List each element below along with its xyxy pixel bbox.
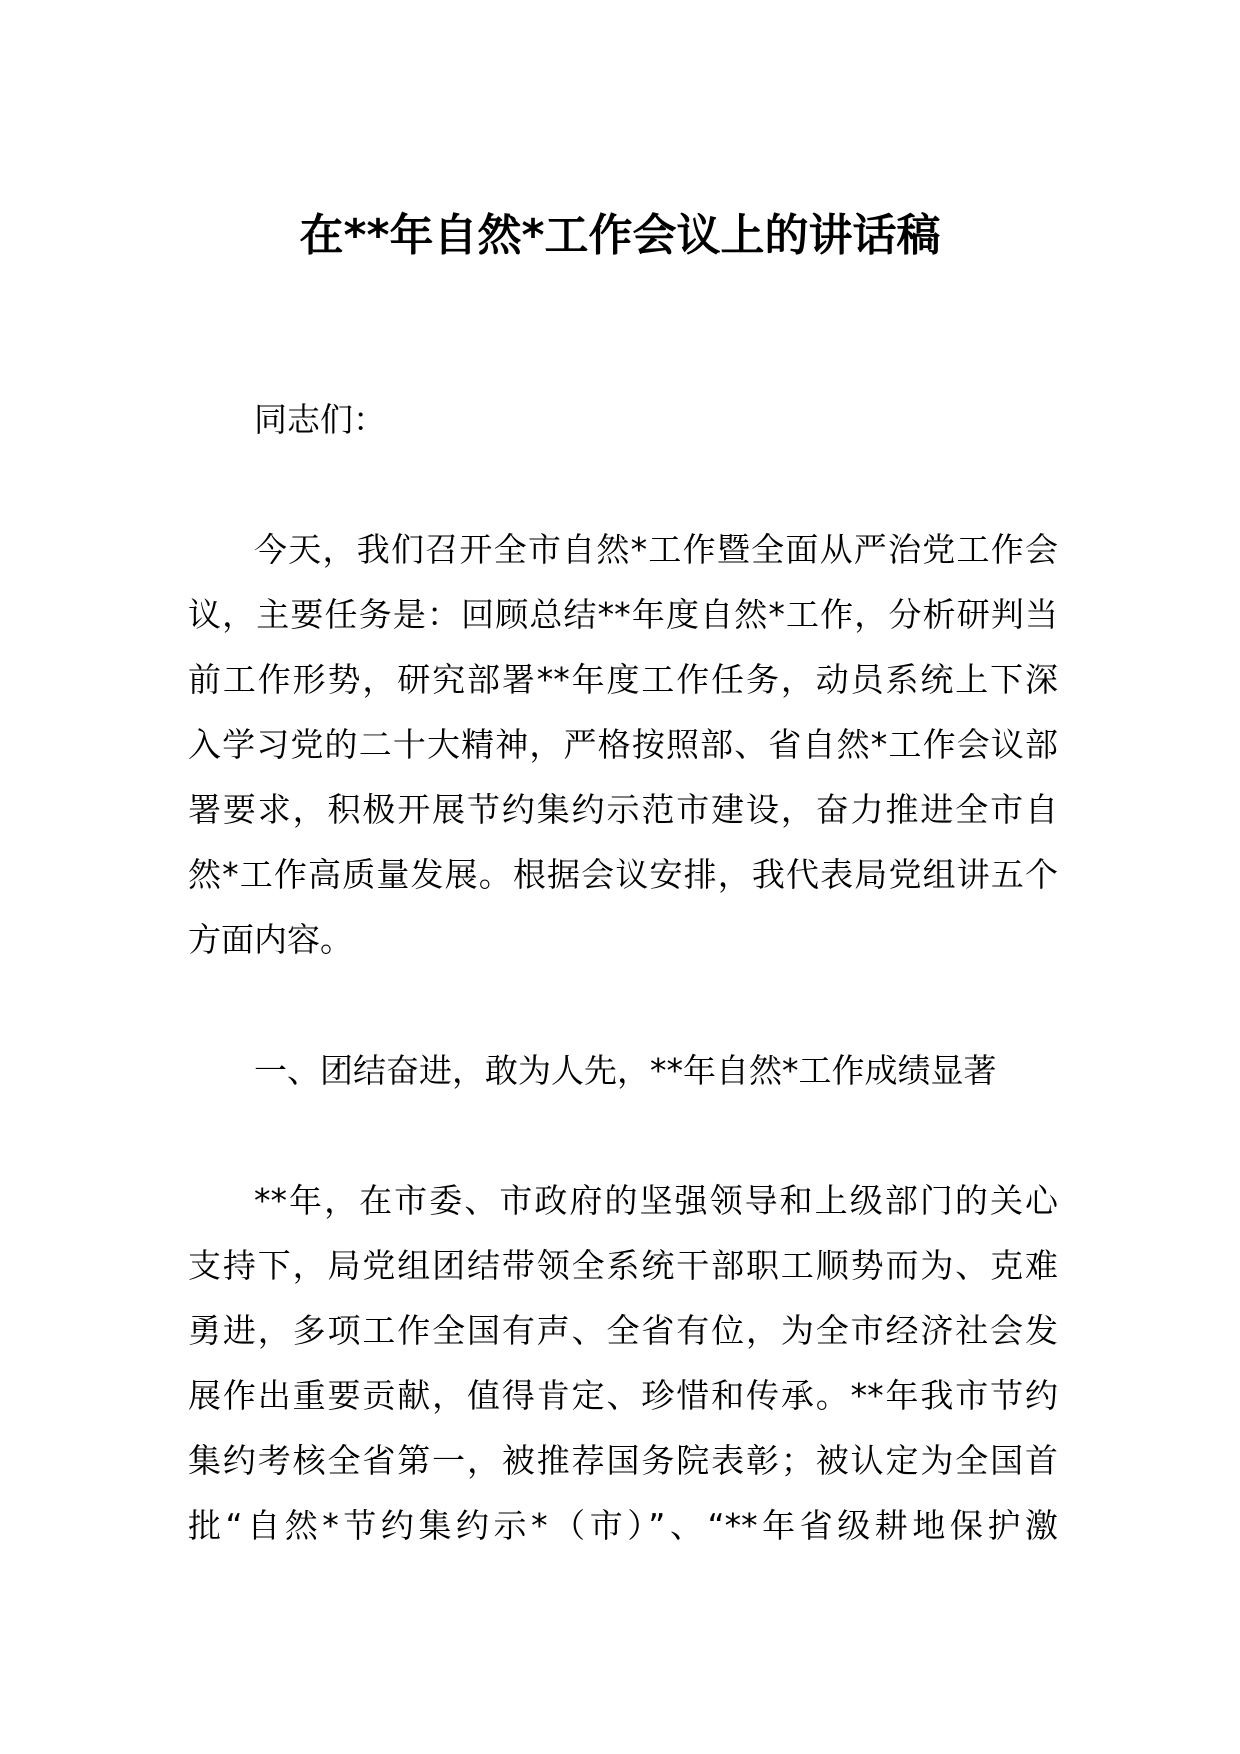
paragraph-intro: [188, 517, 1058, 972]
text-line: 勇进，多项工作全国有声、全省有位，为全市经济社会发: [188, 1311, 1058, 1350]
text-line: 议，主要任务是：回顾总结**年度自然*工作，分析研判当: [188, 595, 1058, 634]
text-line: 批“自然*节约集约示*（市）”、“**年省级耕地保护激: [188, 1506, 1058, 1545]
salutation-text: 同志们：: [254, 400, 386, 439]
text-line: 前工作形势，研究部署**年度工作任务，动员系统上下深: [188, 660, 1058, 699]
paragraph-achievements: [188, 1168, 1058, 1558]
text-line: 入学习党的二十大精神，严格按照部、省自然*工作会议部: [188, 725, 1058, 764]
text-line: 署要求，积极开展节约集约示范市建设，奋力推进全市自: [188, 790, 1058, 829]
text-line: 集约考核全省第一，被推荐国务院表彰；被认定为全国首: [188, 1441, 1058, 1480]
heading-text: 一、团结奋进，敢为人先，**年自然*工作成绩显著: [254, 1051, 997, 1090]
document-title: 在**年自然*工作会议上的讲话稿: [299, 210, 941, 261]
text-line: 展作出重要贡献，值得肯定、珍惜和传承。**年我市节约: [188, 1376, 1058, 1415]
section-heading-1: [188, 1038, 1058, 1103]
text-line: 支持下，局党组团结带领全系统干部职工顺势而为、克难: [188, 1246, 1058, 1285]
text-line: 今天，我们召开全市自然*工作暨全面从严治党工作会: [254, 530, 1058, 569]
text-line: 方面内容。: [188, 920, 353, 959]
salutation: [188, 387, 1058, 452]
text-line: **年，在市委、市政府的坚强领导和上级部门的关心: [254, 1181, 1058, 1220]
text-line: 然*工作高质量发展。根据会议安排，我代表局党组讲五个: [188, 855, 1058, 894]
